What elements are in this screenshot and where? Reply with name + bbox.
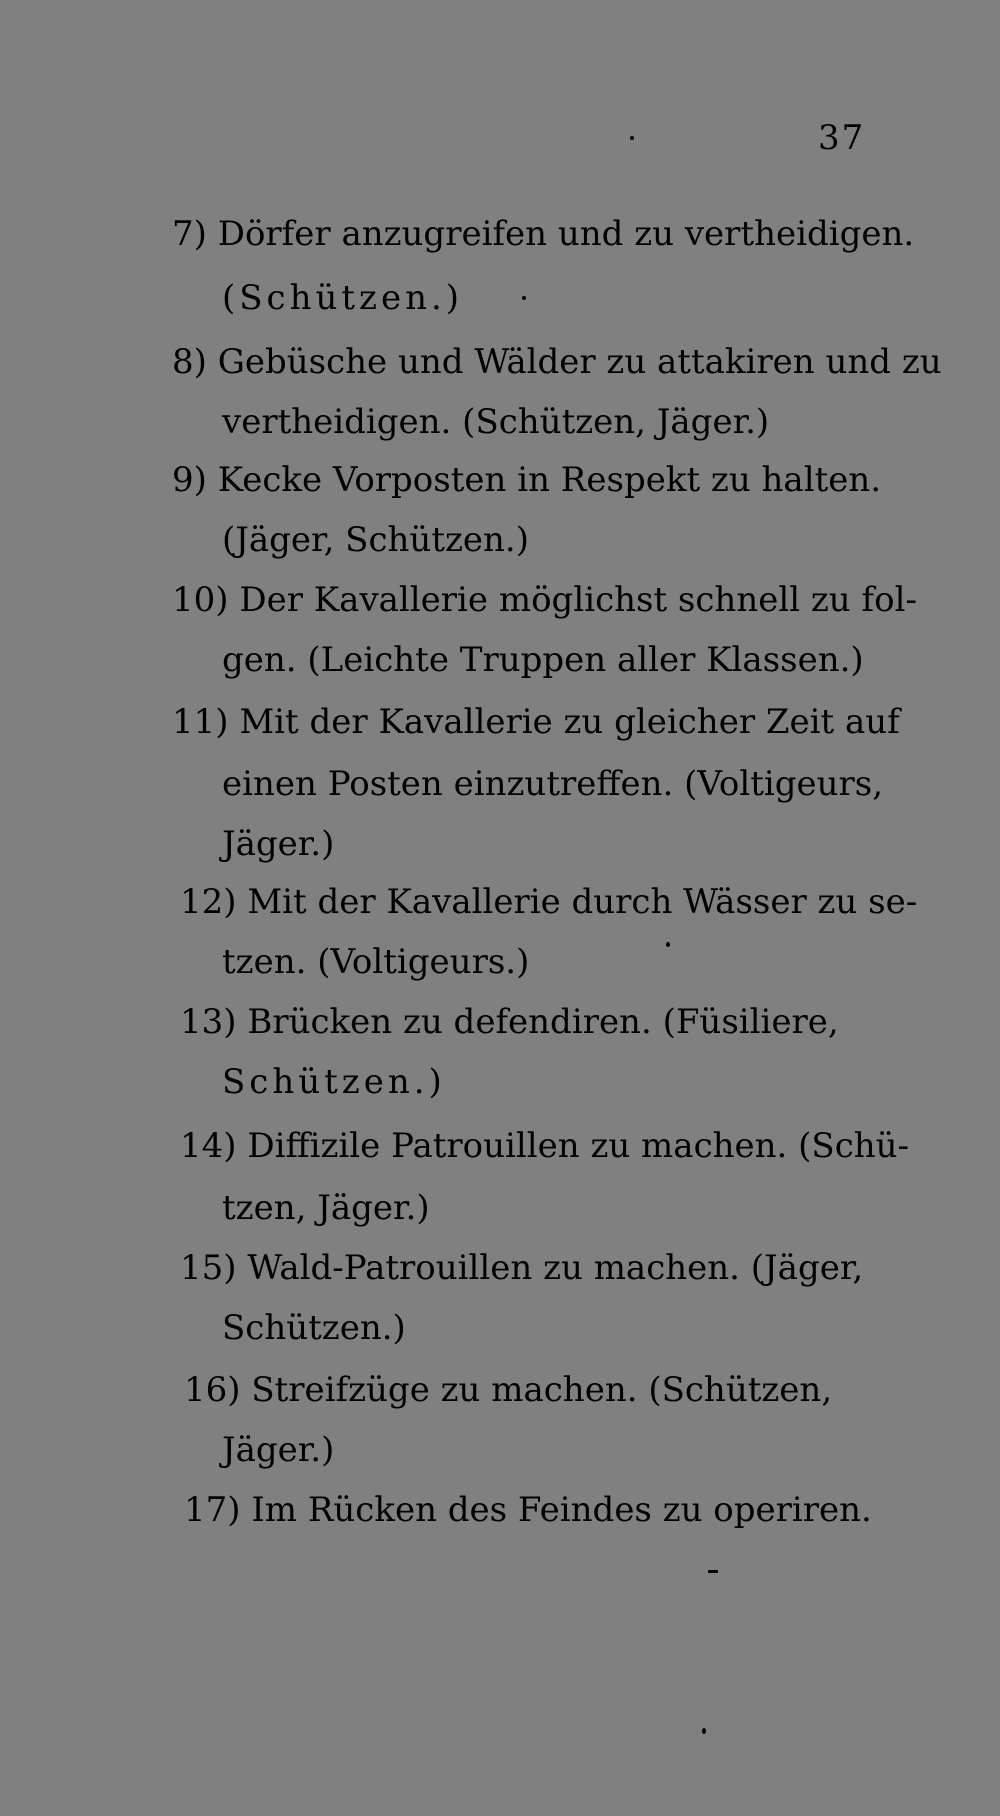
text-line: vertheidigen. (Schützen, Jäger.) bbox=[222, 402, 770, 442]
text-line: 7) Dörfer anzugreifen und zu vertheidigen. bbox=[172, 214, 915, 254]
text-line: einen Posten einzutreffen. (Voltigeurs, bbox=[222, 764, 884, 804]
ink-speck bbox=[630, 136, 634, 140]
text-line: 17) Im Rücken des Feindes zu operiren. bbox=[184, 1490, 872, 1530]
text-line: 8) Gebüsche und Wälder zu attakiren und zu bbox=[172, 342, 942, 382]
text-line: tzen. (Voltigeurs.) bbox=[222, 942, 530, 982]
text-line: gen. (Leichte Truppen aller Klassen.) bbox=[222, 640, 864, 680]
text-line: 10) Der Kavallerie möglichst schnell zu fol- bbox=[172, 580, 917, 620]
text-line: Jäger.) bbox=[222, 824, 335, 864]
page-number: 37 bbox=[818, 118, 866, 158]
ink-speck bbox=[708, 1570, 718, 1573]
text-line: 13) Brücken zu defendiren. (Füsiliere, bbox=[180, 1002, 839, 1042]
text-line: (Schützen.) bbox=[222, 278, 464, 318]
text-line: 15) Wald-Patrouillen zu machen. (Jäger, bbox=[180, 1248, 864, 1288]
text-line: 9) Kecke Vorposten in Respekt zu halten. bbox=[172, 460, 882, 500]
text-line: Schützen.) bbox=[222, 1062, 446, 1102]
text-line: Jäger.) bbox=[222, 1430, 335, 1470]
text-line: 12) Mit der Kavallerie durch Wässer zu se- bbox=[180, 882, 918, 922]
text-line: 16) Streifzüge zu machen. (Schützen, bbox=[184, 1370, 833, 1410]
text-line: 11) Mit der Kavallerie zu gleicher Zeit auf bbox=[172, 702, 900, 742]
ink-speck bbox=[522, 296, 526, 300]
text-line: 14) Diffizile Patrouillen zu machen. (Schü- bbox=[180, 1126, 910, 1166]
text-line: (Jäger, Schützen.) bbox=[222, 520, 529, 560]
ink-speck bbox=[666, 942, 670, 947]
text-line: Schützen.) bbox=[222, 1308, 406, 1348]
ink-speck bbox=[702, 1728, 706, 1734]
text-line: tzen, Jäger.) bbox=[222, 1188, 430, 1228]
